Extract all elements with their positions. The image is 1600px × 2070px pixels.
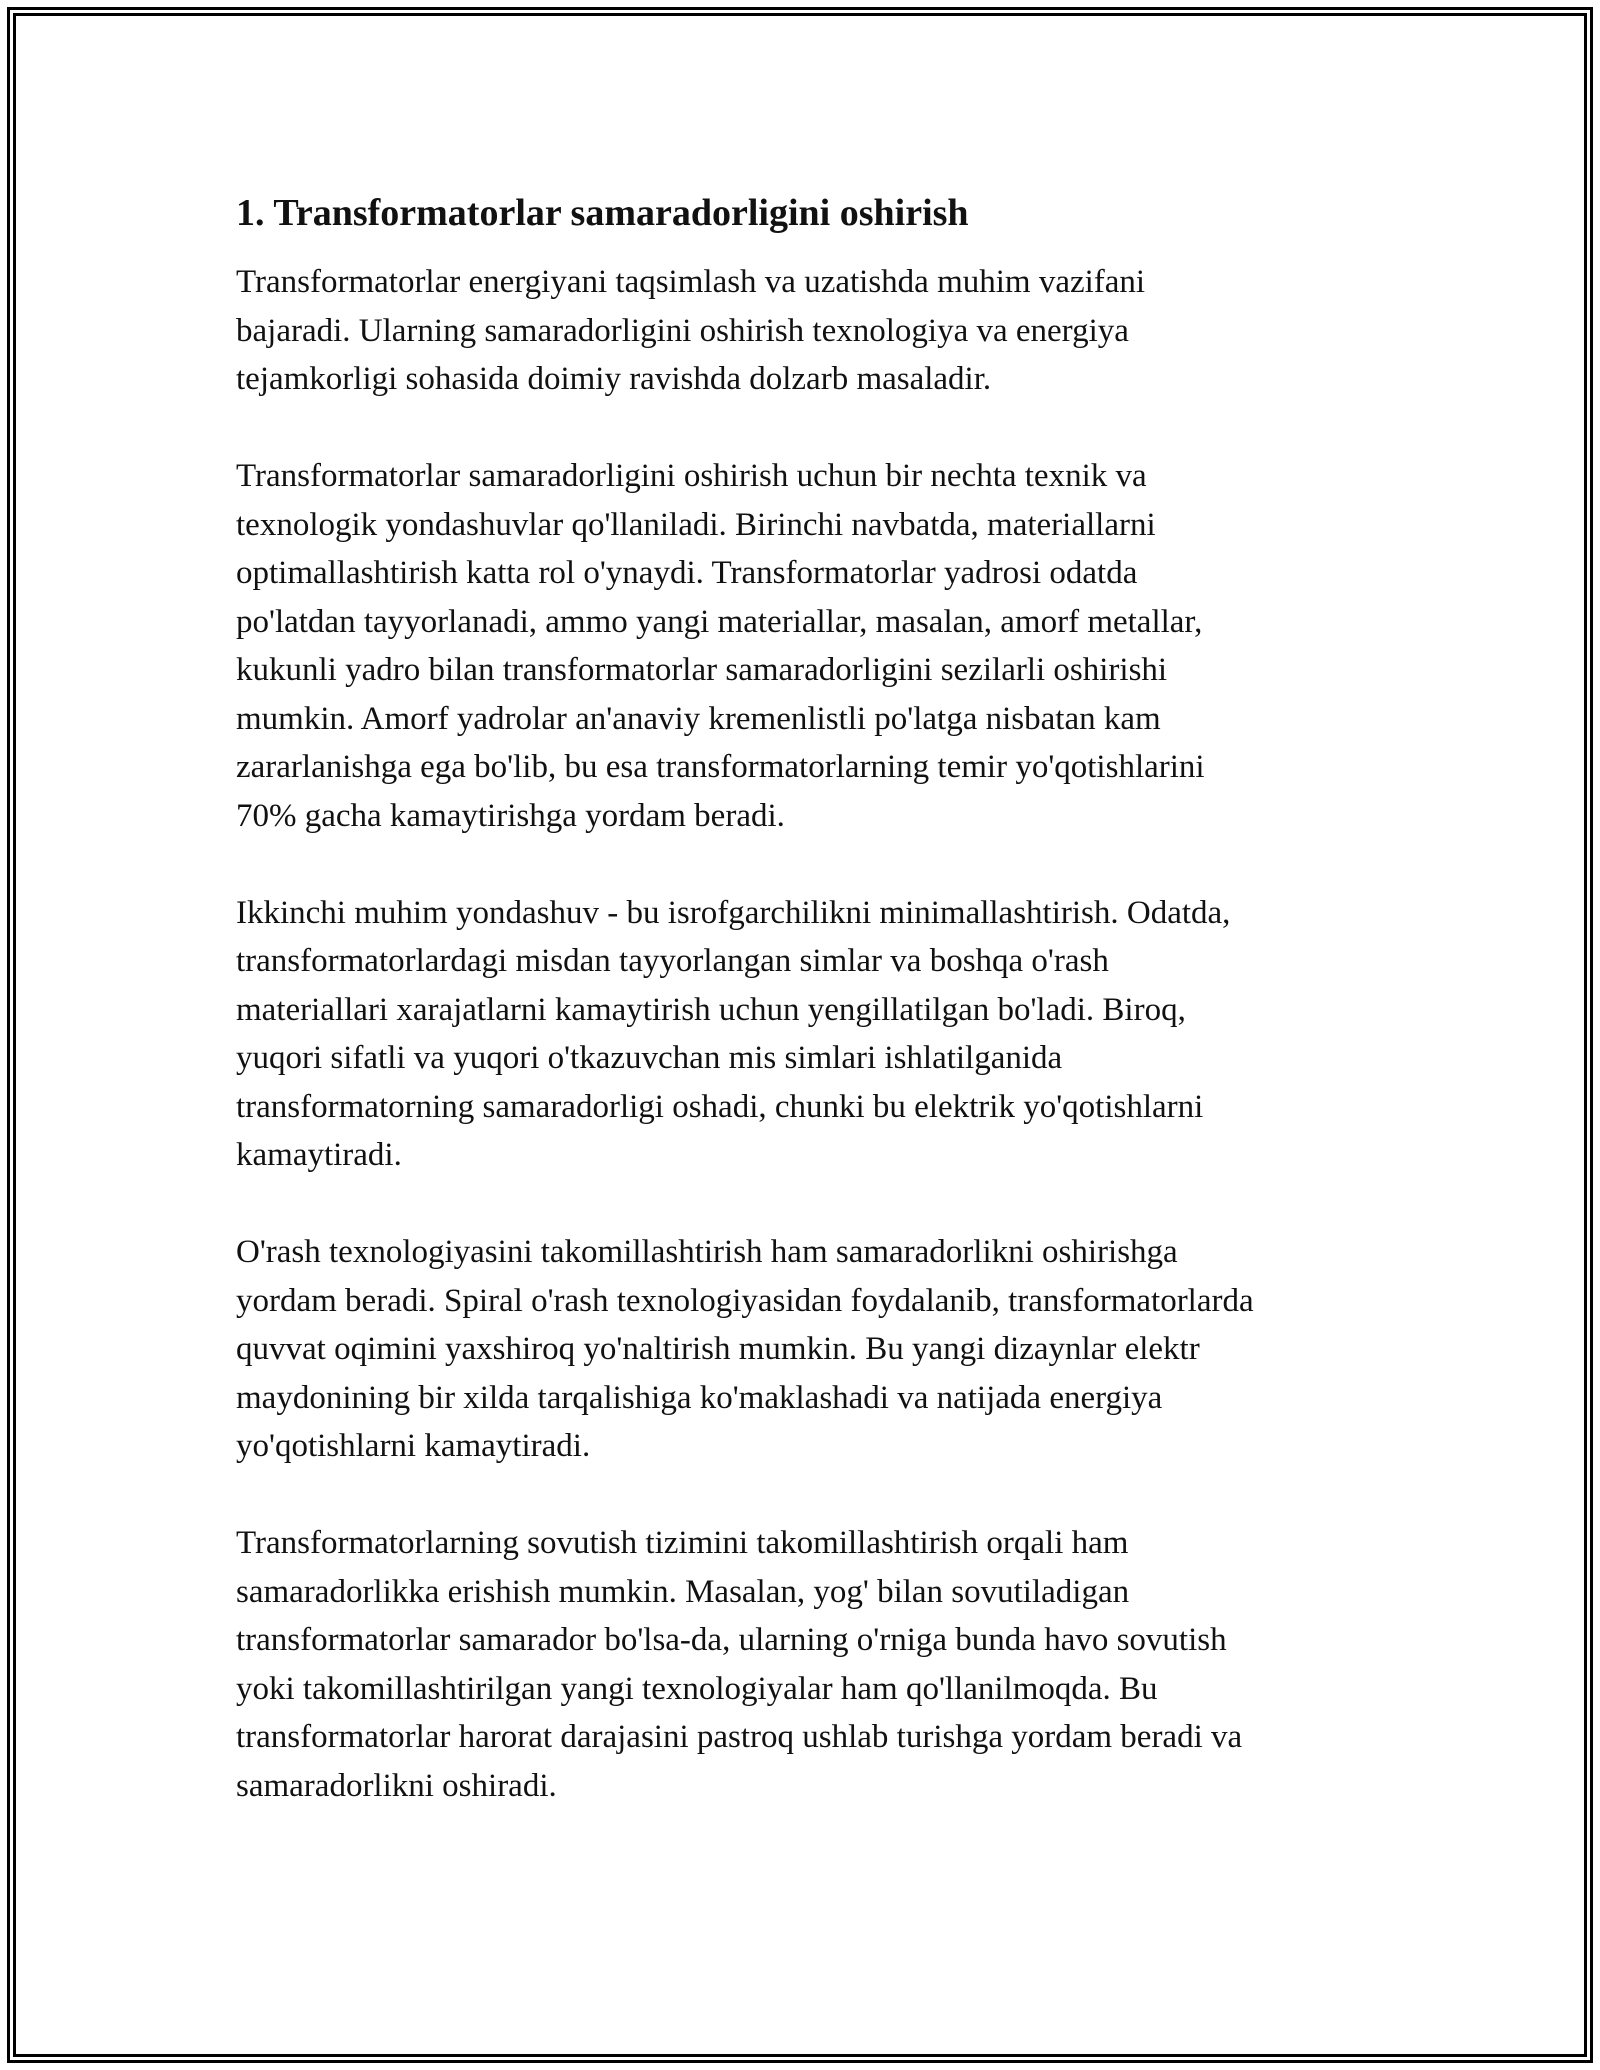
text-line: Transformatorlarning sovutish tizimini takomillashtirish orqali ham — [236, 1525, 1129, 1561]
text-line: Transformatorlar samaradorligini oshirish uchun bir nechta texnik va — [236, 458, 1147, 494]
text-line: transformatorning samaradorligi oshadi, chunki bu elektrik yo'qotishlarni — [236, 1088, 1204, 1125]
text-line: texnologik yondashuvlar qo'llaniladi. Birinchi navbatda, materiallarni — [236, 506, 1156, 543]
text-line: kukunli yadro bilan transformatorlar samaradorligini sezilarli oshirishi — [236, 652, 1168, 688]
paragraph-winding — [236, 1228, 1386, 1471]
paragraph-losses — [236, 889, 1386, 1180]
text-line: kamaytiradi. — [236, 1137, 402, 1173]
text-line: tejamkorligi sohasida doimiy ravishda dolzarb masaladir. — [236, 361, 992, 397]
text-line: transformatorlar samarador bo'lsa-da, ularning o'rniga bunda havo sovutish — [236, 1622, 1227, 1658]
text-line: zararlanishga ega bo'lib, bu esa transformatorlarning temir yo'qotishlarini — [236, 749, 1205, 785]
text-line: samaradorlikni oshiradi. — [236, 1767, 557, 1804]
text-line: mumkin. Amorf yadrolar an'anaviy kremenlistli po'latga nisbatan kam — [236, 700, 1161, 737]
text-line: 70% gacha kamaytirishga yordam beradi. — [236, 797, 785, 834]
paragraph-materials — [236, 452, 1386, 840]
text-line: transformatorlardagi misdan tayyorlangan simlar va boshqa o'rash — [236, 943, 1109, 979]
text-line: yuqori sifatli va yuqori o'tkazuvchan mis simlari ishlatilganida — [236, 1040, 1063, 1076]
text-line: yo'qotishlarni kamaytiradi. — [236, 1428, 591, 1464]
paragraph-cooling — [236, 1519, 1386, 1810]
text-line: bajaradi. Ularning samaradorligini oshirish texnologiya va energiya — [236, 312, 1129, 349]
text-line: maydonining bir xilda tarqalishiga ko'maklashadi va natijada energiya — [236, 1379, 1163, 1416]
text-line: po'latdan tayyorlanadi, ammo yangi materiallar, masalan, amorf metallar, — [236, 603, 1203, 640]
text-line: transformatorlar harorat darajasini pastroq ushlab turishga yordam beradi va — [236, 1719, 1243, 1755]
text-line: yoki takomillashtirilgan yangi texnologiyalar ham qo'llanilmoqda. Bu — [236, 1670, 1158, 1707]
text-line: Transformatorlar energiyani taqsimlash va uzatishda muhim vazifani — [236, 264, 1146, 300]
text-line: quvvat oqimini yaxshiroq yo'naltirish mumkin. Bu yangi dizaynlar elektr — [236, 1331, 1200, 1367]
text-line: optimallashtirish katta rol o'ynaydi. Transformatorlar yadrosi odatda — [236, 555, 1138, 591]
document-body — [236, 186, 1386, 1859]
paragraph-intro — [236, 258, 1386, 404]
text-line: O'rash texnologiyasini takomillashtirish ham samaradorlikni oshirishga — [236, 1234, 1178, 1270]
text-line: yordam beradi. Spiral o'rash texnologiyasidan foydalanib, transformatorlarda — [236, 1282, 1254, 1319]
text-line: samaradorlikka erishish mumkin. Masalan, yog' bilan sovutiladigan — [236, 1573, 1130, 1610]
section-heading: 1. Transformatorlar samaradorligini oshirish — [236, 192, 969, 234]
text-line: Ikkinchi muhim yondashuv - bu isrofgarchilikni minimallashtirish. Odatda, — [236, 894, 1231, 931]
text-line: materiallari xarajatlarni kamaytirish uchun yengillatilgan bo'ladi. Biroq, — [236, 991, 1186, 1028]
